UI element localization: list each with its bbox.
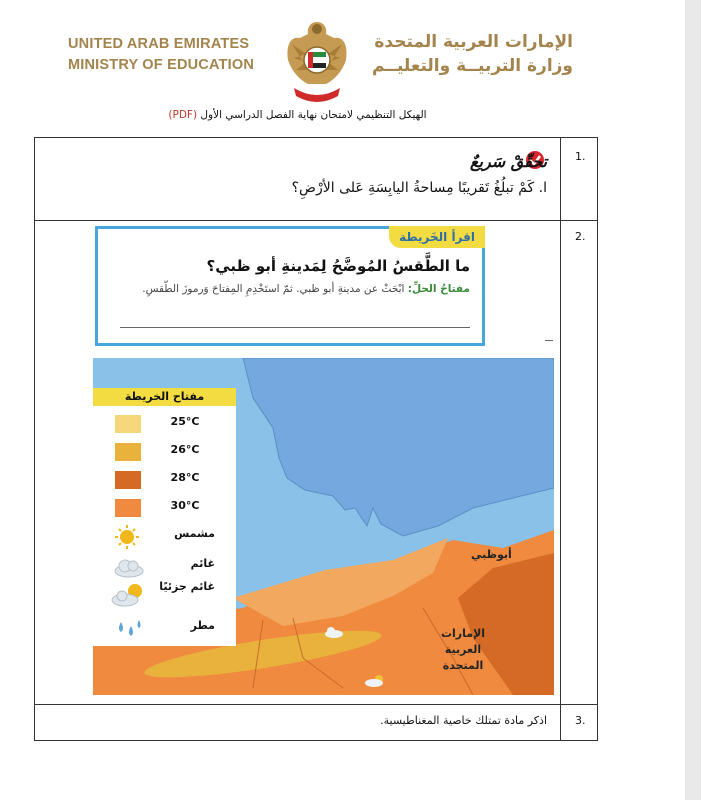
swatch-30c	[115, 499, 141, 517]
document-subtitle	[140, 109, 455, 121]
subtitle-text: الهيكل التنظيمي لامتحان نهاية الفصل الدراسي الأول	[200, 109, 427, 121]
legend-label: 30°C	[170, 499, 200, 512]
legend-label: غائم	[190, 557, 215, 570]
uae-emblem-icon	[280, 14, 354, 106]
legend-label: 28°C	[170, 471, 200, 484]
header-arabic	[372, 30, 573, 78]
question-number: 1.	[575, 150, 586, 163]
legend-item-cloudy	[93, 552, 236, 582]
question-row-1	[35, 138, 597, 221]
swatch-28c	[115, 471, 141, 489]
weather-map	[93, 358, 554, 695]
legend-label: مطر	[190, 619, 215, 632]
legend-item-sunny	[93, 522, 236, 552]
legend-item-30c	[93, 494, 236, 524]
legend-label: 26°C	[170, 443, 200, 456]
solution-hint	[110, 281, 470, 297]
dash-mark	[545, 340, 553, 341]
read-the-map-panel	[95, 226, 485, 346]
legend-label: مشمس	[174, 527, 215, 540]
header-ar-line1: الإمارات العربية المتحدة	[374, 32, 573, 52]
swatch-26c	[115, 443, 141, 461]
legend-item-28c	[93, 466, 236, 496]
page-edge	[685, 0, 701, 800]
legend-item-26c	[93, 438, 236, 468]
rain-icon	[109, 616, 149, 642]
read-map-tag: اقرأ الخَريطة	[389, 226, 485, 248]
city-label-abudhabi: أبوظبي	[471, 548, 512, 561]
legend-label: غائم جزئيًا	[159, 580, 215, 593]
hint-text: ابْحَثْ عن مدينةِ أبو ظبي. ثمّ استَخْدِمِ المِفتاحَ وَرموزَ الطّقسِ.	[142, 283, 405, 295]
swatch-25c	[115, 415, 141, 433]
legend-title: مفتاح الخريطة	[93, 388, 236, 406]
question-text: اذكر مادة تمتلك خاصية المغناطيسية.	[380, 714, 547, 727]
country-label-uae: الإمارات العربية المتحدة	[440, 627, 486, 672]
subtitle-pdf: (PDF)	[168, 109, 198, 121]
question-text: ا. كَمْ تبلُغُ تَقريبًا مِساحةُ اليابِسَةِ عَلى الأرْضِ؟	[291, 180, 547, 196]
cloud-icon	[109, 554, 149, 580]
question-row-3	[35, 704, 597, 740]
answer-line[interactable]	[120, 327, 470, 328]
legend-item-partly-cloudy	[93, 580, 236, 610]
header-en-line1: UNITED ARAB EMIRATES	[68, 36, 250, 52]
legend-item-25c	[93, 410, 236, 440]
hint-key: مفتاحُ الحلِّ:	[407, 283, 470, 295]
map-legend	[93, 388, 236, 646]
partly-cloudy-icon	[109, 582, 149, 608]
legend-item-rain	[93, 614, 236, 644]
question-row-2	[35, 220, 597, 705]
header-ar-line2: وزارة التربيــة والتعليــم	[372, 56, 573, 76]
legend-label: 25°C	[170, 415, 200, 428]
sun-icon	[109, 524, 149, 550]
question-number: 2.	[575, 230, 586, 243]
map-question: ما الطَّقسُ المُوضَّحُ لِمَدينةِ أبو ظبي؟	[206, 257, 470, 275]
quick-check-title: تحقّقْ سَريعٌ	[470, 152, 547, 171]
questions-table	[34, 137, 598, 741]
header-en-line2: MINISTRY OF EDUCATION	[68, 57, 254, 73]
header-english	[68, 34, 254, 76]
question-number: 3.	[575, 714, 586, 727]
